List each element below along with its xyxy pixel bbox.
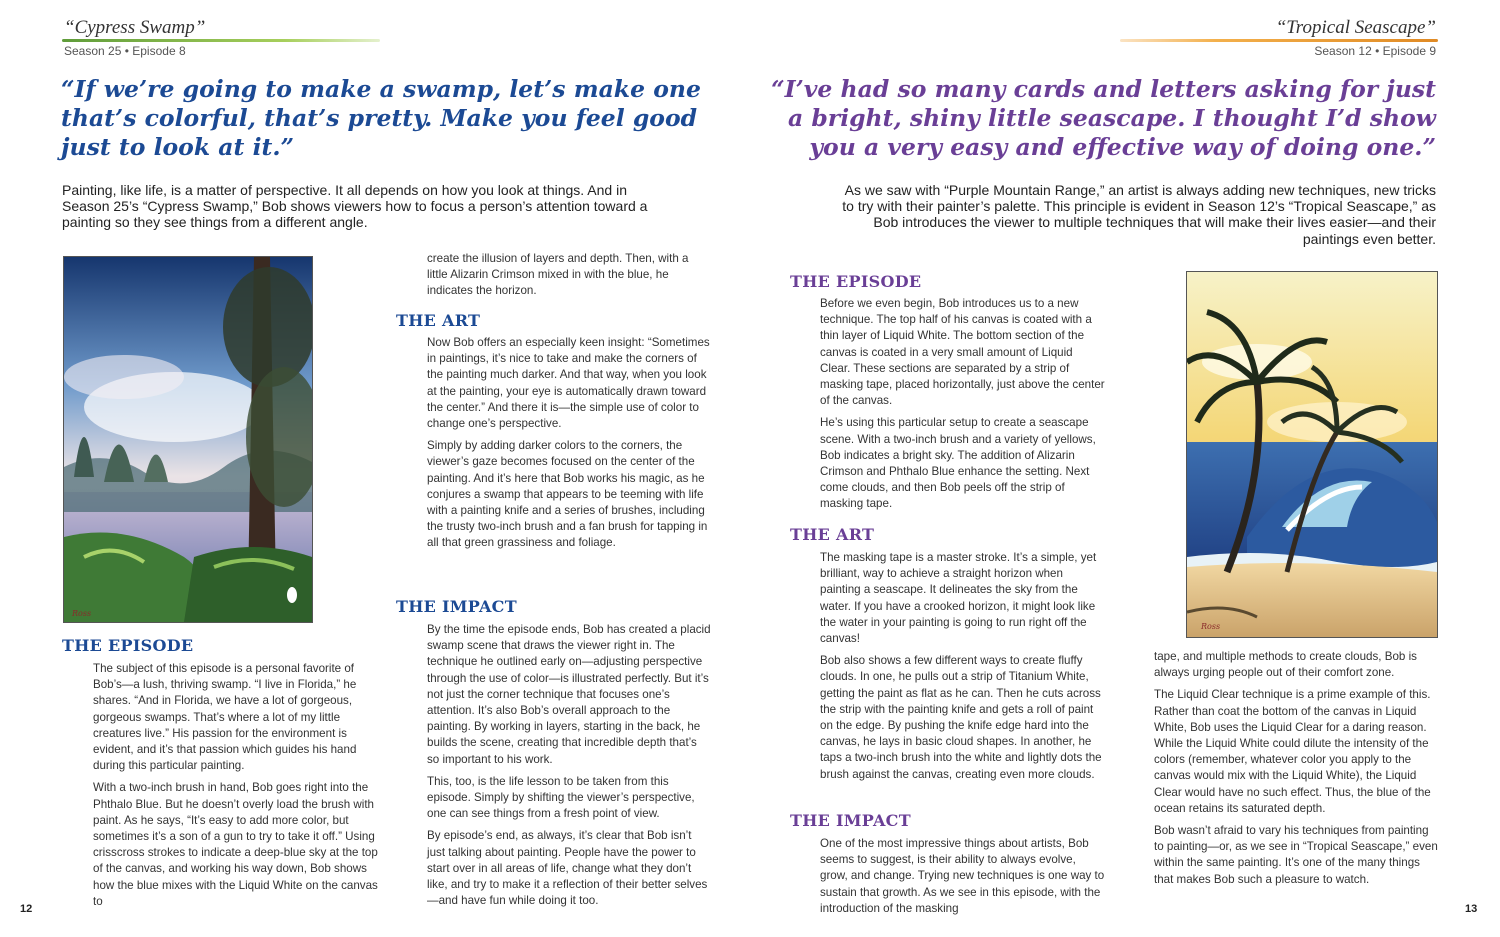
left-impact-paragraph-3: By episode’s end, as always, it’s clear that Bob isn’t just talking about painting. People have the power to start over in all areas of life, change what they don’t like, and try to make it a reflection of their better selves—and have fun while doing it too. xyxy=(427,829,708,908)
right-page-meta: Season 12 • Episode 9 xyxy=(1314,44,1436,58)
left-episode-heading: THE EPISODE xyxy=(62,636,194,655)
right-episode-paragraph-1: Before we even begin, Bob introduces us to a new technique. The top half of his canvas is coated with a thin layer of Liquid White. The bottom section of the canvas is coated in a very small amount of Liquid Clear. These sections are separated by a strip of masking tape, placed horizontally, just above the center of the canvas. xyxy=(820,297,1105,408)
right-impact-body xyxy=(820,836,1105,923)
left-page-title: “Cypress Swamp” xyxy=(64,17,206,38)
right-art-paragraph-1: The masking tape is a master stroke. It’s a simple, yet brilliant, way to achieve a straight horizon when painting a seascape. It delineates the sky from the water. If you have a crooked horizon, it might look like the water in your painting is going to run right off the canvas! xyxy=(820,551,1097,646)
right-title-rule xyxy=(1120,39,1438,42)
left-episode-paragraph-2: With a two-inch brush in hand, Bob goes right into the Phthalo Blue. But he doesn’t overly load the brush with paint. As he says, “It’s easy to add more color, but sometimes it’s a son of a gun to try to take it off.” Using crisscross strokes to indicate a deep-blue sky at the top of the canvas, and working his way down, Bob shows how the blue mixes with the Liquid White on the canvas to xyxy=(93,781,378,908)
right-column-paragraph-3: Bob wasn’t afraid to vary his techniques from painting to painting—or, as we see in “Tropical Seascape,” even within the same painting. It’s one of the many things that makes Bob such a pleasure to watch. xyxy=(1154,824,1438,886)
left-art-heading: THE ART xyxy=(396,311,481,330)
right-continuation xyxy=(1154,649,1439,894)
left-impact-paragraph-1: By the time the episode ends, Bob has created a placid swamp scene that draws the viewer right in. The technique he outlined early on—adjusting perspective through the use of color—is illustrated perfectly. But it’s not just the corner technique that focuses one’s attention. It’s also Bob’s overall approach to the painting. By working in layers, starting in the back, he builds the scene, creating that incredible depth that’s so important to his work. xyxy=(427,623,711,766)
left-painting-signature: Ross xyxy=(72,609,92,618)
left-art-paragraph-1: Now Bob offers an especially keen insight: “Sometimes in paintings, it’s nice to take and make the corners of the painting much darker. And that way, when you look at the painting, your eye is automatically drawn toward the center.” And there it is—the simple use of color to change one’s perspective. xyxy=(427,336,710,431)
right-art-paragraph-2: Bob also shows a few different ways to create fluffy clouds. In one, he pulls out a strip of Titanium White, getting the paint as flat as he can. Then he cuts across the strip with the painting knife and gets a roll of paint on the edge. By pushing the knife edge hard into the canvas, he lays in basic cloud shapes. In another, he taps a two-inch brush into the white and lightly dots the brush against the canvas, creating even more clouds. xyxy=(820,654,1102,781)
left-art-body xyxy=(427,335,712,558)
left-continuation-paragraph: create the illusion of layers and depth. Then, with a little Alizarin Crimson mixed in with the blue, he indicates the horizon. xyxy=(427,252,689,298)
right-episode-paragraph-2: He’s using this particular setup to create a seascape scene. With a two-inch brush and a variety of yellows, Bob indicates a bright sky. The addition of Alizarin Crimson and Phthalo Blue enhance the setting. Next come clouds, and then Bob peels off the strip of masking tape. xyxy=(820,416,1096,511)
right-continuation-paragraph: tape, and multiple methods to create clouds, Bob is always urging people out of their comfort zone. xyxy=(1154,650,1417,680)
right-page-title: “Tropical Seascape” xyxy=(1275,17,1436,38)
right-art-heading: THE ART xyxy=(790,525,875,544)
left-page-number: 12 xyxy=(20,903,33,915)
right-column-paragraph-2: The Liquid Clear technique is a prime example of this. Rather than coat the bottom of the canvas in Liquid White, Bob uses the Liquid Clear for a daring reason. While the Liquid White could dilute the intensity of the colors (remember, whatever color you apply to the canvas would mix with the Liquid White), the Liquid Clear would have no such effect. Thus, the blue of the ocean retains its saturated depth. xyxy=(1154,688,1431,815)
right-episode-heading: THE EPISODE xyxy=(790,272,922,291)
right-painting-signature: Ross xyxy=(1201,622,1221,631)
left-impact-heading: THE IMPACT xyxy=(396,597,517,616)
right-impact-paragraph-1: One of the most impressive things about artists, Bob seems to suggest, is their ability to always evolve, grow, and change. Trying new techniques is one way to sustain that growth. As we see in this episode, with the introduction of the masking xyxy=(820,837,1105,915)
left-impact-paragraph-2: This, too, is the life lesson to be taken from this episode. Simply by shifting the viewer’s perspective, one can see things from a fresh point of view. xyxy=(427,774,695,821)
left-page-meta: Season 25 • Episode 8 xyxy=(64,44,186,58)
left-title-rule xyxy=(62,39,380,42)
left-continuation xyxy=(427,251,712,306)
left-impact-body xyxy=(427,622,712,915)
right-pull-quote: “I’ve had so many cards and letters asking for just a bright, shiny little seascape. I thought I’d show you a very easy and effective way of doing one.” xyxy=(771,75,1436,161)
right-page-number: 13 xyxy=(1465,903,1478,915)
left-intro: Painting, like life, is a matter of perspective. It all depends on how you look at things. And in Season 25’s “Cypress Swamp,” Bob shows viewers how to focus a person’s attention toward a painting so they see things from a different angle. xyxy=(62,182,648,231)
right-intro: As we saw with “Purple Mountain Range,” an artist is always adding new techniques, new tricks to try with their painter’s palette. This principle is evident in Season 12’s “Tropical Seascape,” as Bob introduces the viewer to multiple techniques that will make their lives easier—and their paintings even better. xyxy=(842,182,1436,247)
left-art-paragraph-2: Simply by adding darker colors to the corners, the viewer’s gaze becomes focused on the center of the painting. And it’s here that Bob works his magic, as he conjures a swamp that appears to be teeming with life with a painting knife and a series of brushes, including the trusty two-inch brush and a fan brush for tapping in all that green grassiness and foliage. xyxy=(427,439,708,550)
left-episode-body xyxy=(93,661,378,916)
right-art-body xyxy=(820,550,1105,789)
left-episode-paragraph-1: The subject of this episode is a personal favorite of Bob’s—a lush, thriving swamp. “I live in Florida,” he shares. “And in Florida, we have a lot of gorgeous, gorgeous swamps. That’s where a lot of my little creatures live.” His passion for the environment is evident, and it’s that passion which guides his hand during this particular painting. xyxy=(93,662,357,773)
right-impact-heading: THE IMPACT xyxy=(790,811,911,830)
tropical-seascape-painting xyxy=(1186,271,1438,638)
right-episode-body xyxy=(820,296,1105,519)
left-pull-quote: “If we’re going to make a swamp, let’s make one that’s colorful, that’s pretty. Make you feel good just to look at it.” xyxy=(61,75,701,161)
cypress-swamp-painting xyxy=(63,256,313,623)
